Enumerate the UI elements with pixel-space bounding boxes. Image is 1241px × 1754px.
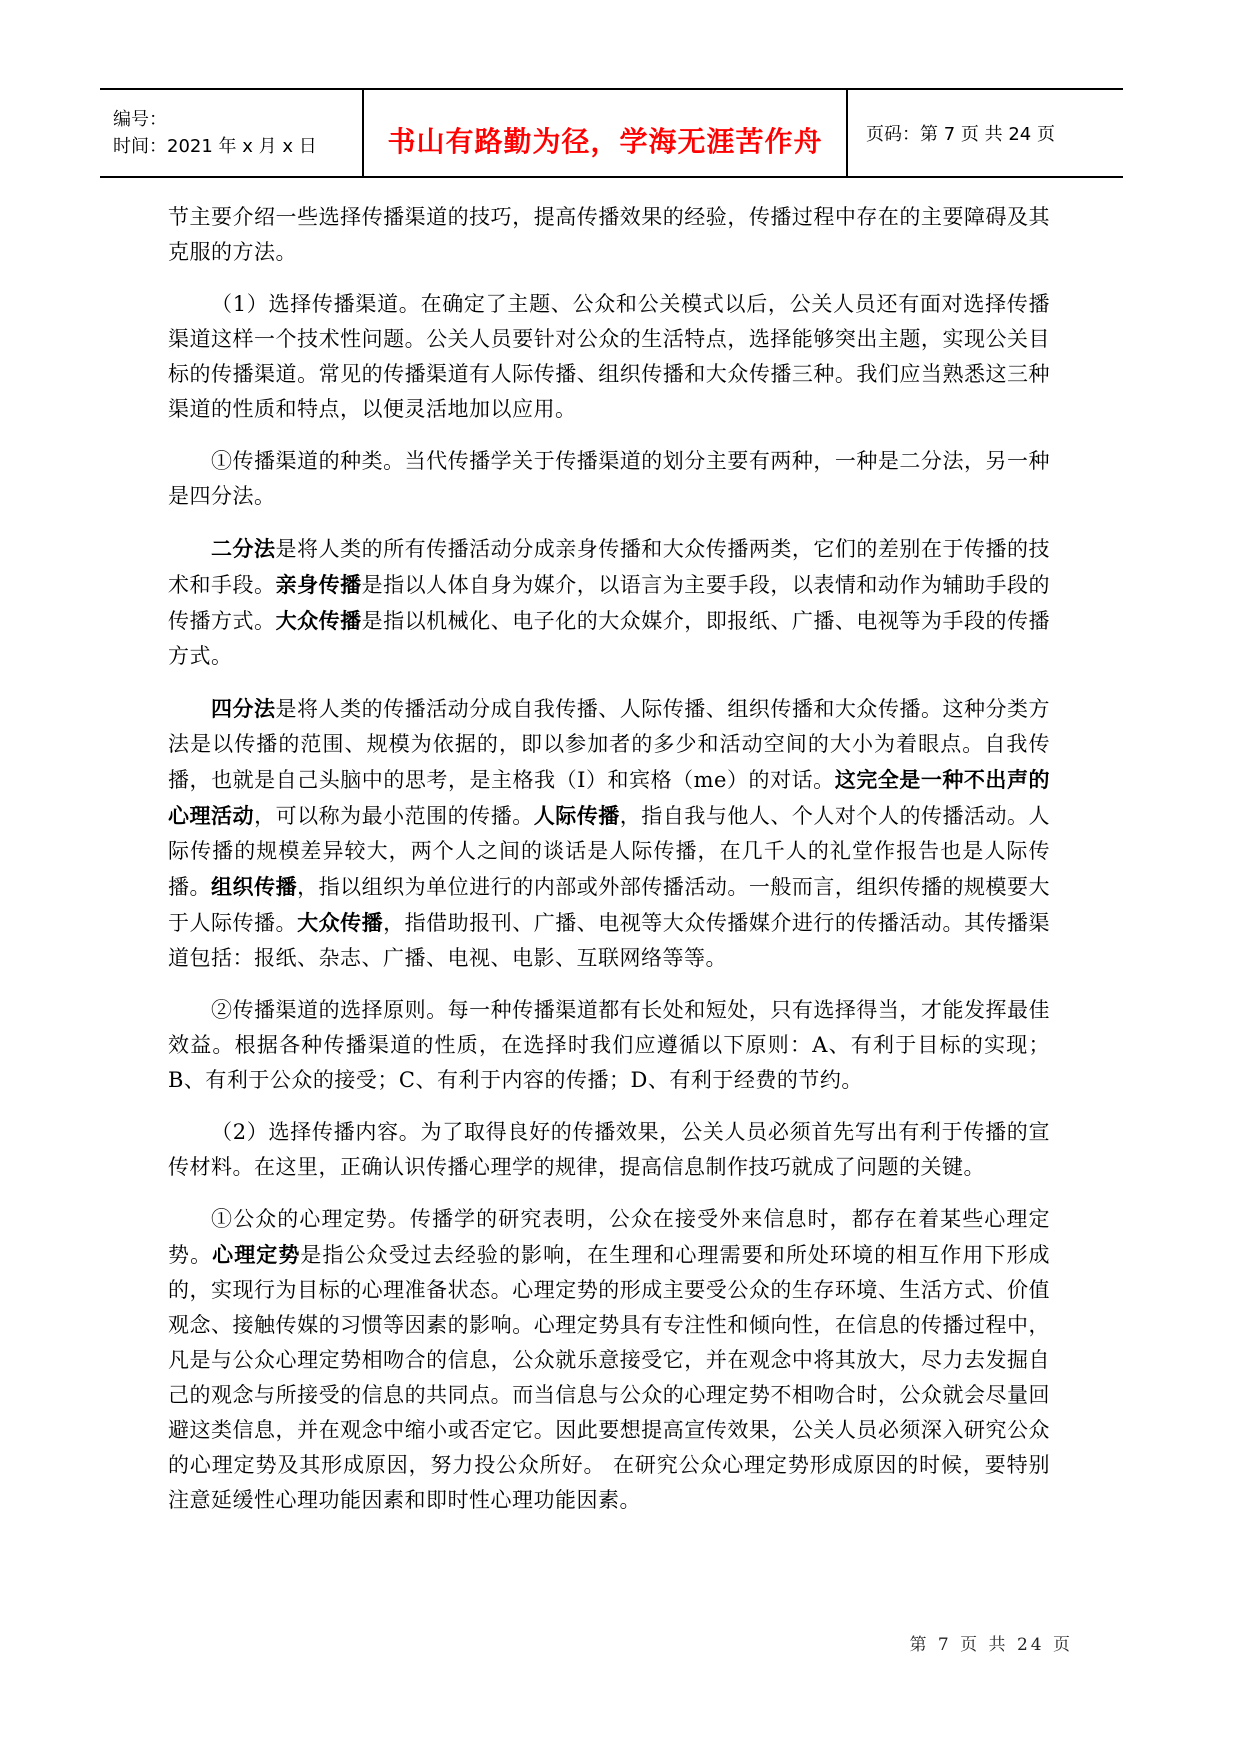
text-run: （1）选择传播渠道。在确定了主题、公众和公关模式以后，公关人员还有面对选择传播渠道这样一个技术性问题。公关人员要针对公众的生活特点，选择能够突出主题，实现公关目标的传播渠道。常见的传播渠道有人际传播、组织传播和大众传播三种。我们应当熟悉这三种渠道的性质和特点，以便灵活地加以应用。 [168,292,1050,421]
header-date-label: 时间：2021 年 x 月 x 日 [113,136,317,157]
bold-text-run: 四分法 [211,696,276,721]
paragraph [168,444,1050,514]
text-run: 是指以机械化、电子化的大众媒介，即报纸、广播、电视等为手段的传播方式。 [168,609,1051,668]
paragraph [168,531,1050,674]
text-run: ①公众的心理定势。传播学的研究表明，公众在接受外来信息时，都存在着某些心理定势。 [168,1207,1050,1267]
text-run: ，指借助报刊、广播、电视等大众传播媒介进行的传播活动。其传播渠道包括：报纸、杂志、广播、电视、电影、互联网络等等。 [168,911,1051,970]
paragraph [168,691,1050,976]
header-cell-page [848,90,1123,176]
text-run: （2）选择传播内容。为了取得良好的传播效果，公关人员必须首先写出有利于传播的宣传材料。在这里，正确认识传播心理学的规律，提高信息制作技巧就成了问题的关键。 [168,1120,1050,1179]
header-slogan-text: 书山有路勤为径，学海无涯苦作舟 [387,125,823,158]
paragraph [168,1115,1050,1185]
paragraph [168,993,1050,1098]
text-run: ①传播渠道的种类。当代传播学关于传播渠道的划分主要有两种，一种是二分法，另一种是四分法。 [168,449,1050,508]
text-run: 是指公众受过去经验的影响，在生理和心理需要和所处环境的相互作用下形成的，实现行为目标的心理准备状态。心理定势的形成主要受公众的生存环境、生活方式、价值观念、接触传媒的习惯等因素的影响。心理定势具有专注性和倾向性，在信息的传播过程中，凡是与公众心理定势相吻合的信息，公众就乐意接受它，并在观念中将其放大，尽力去发掘自己的观念与所接受的信息的共同点。而当信息与公众的心理定势不相吻合时，公众就会尽量回避这类信息，并在观念中缩小或否定它。因此要想提高宣传效果，公关人员必须深入研究公众的心理定势及其形成原因，努力投公众所好。 在研究公众心理定势形成原因的时候，要特别注意延缓性心理功能因素和即时性心理功能因素。 [168,1243,1051,1512]
text-run: ，指以组织为单位进行的内部或外部传播活动。一般而言，组织传播的规模要大于人际传播。 [168,875,1051,935]
bold-text-run: 二分法 [211,536,276,561]
bold-text-run: 大众传播 [297,910,384,935]
text-run: 节主要介绍一些选择传播渠道的技巧，提高传播效果的经验，传播过程中存在的主要障碍及其克服的方法。 [168,205,1050,264]
paragraph [168,287,1050,427]
paragraph [168,200,1050,270]
text-run: 是将人类的传播活动分成自我传播、人际传播、组织传播和大众传播。这种分类方法是以传播的范围、规模为依据的，即以参加者的多少和活动空间的大小为着眼点。自我传播，也就是自己头脑中的思考，是主格我（I）和宾格（me）的对话。 [168,697,1051,792]
bold-text-run: 亲身传播 [275,572,362,597]
text-run: ，指自我与他人、个人对个人的传播活动。人际传播的规模差异较大，两个人之间的谈话是人际传播，在几千人的礼堂作报告也是人际传播。 [168,804,1051,899]
header-table [100,88,1123,178]
document-body [168,200,1050,1535]
text-run: ，可以称为最小范围的传播。 [254,804,534,828]
text-run: 是指以人体自身为媒介，以语言为主要手段，以表情和动作为辅助手段的传播方式。 [168,573,1051,633]
bold-text-run: 大众传播 [275,608,362,633]
text-run: ②传播渠道的选择原则。每一种传播渠道都有长处和短处，只有选择得当，才能发挥最佳效益。根据各种传播渠道的性质，在选择时我们应遵循以下原则：A、有利于目标的实现；B、有利于公众的接受；C、有利于内容的传播；D、有利于经费的节约。 [168,998,1050,1092]
bold-text-run: 组织传播 [211,874,298,899]
bold-text-run: 人际传播 [533,803,620,828]
header-cell-slogan [362,90,848,176]
header-number-label: 编号： [113,109,167,130]
header-page-label: 页码：第 7 页 共 24 页 [866,124,1055,145]
text-run: 是将人类的所有传播活动分成亲身传播和大众传播两类，它们的差别在于传播的技术和手段。 [168,537,1051,597]
header-cell-left [100,90,362,176]
paragraph [168,1202,1050,1518]
bold-text-run: 心理定势 [212,1242,301,1267]
footer-page-number: 第 7 页 共 24 页 [909,1635,1073,1655]
bold-text-run: 这完全是一种不出声的心理活动 [168,767,1050,828]
